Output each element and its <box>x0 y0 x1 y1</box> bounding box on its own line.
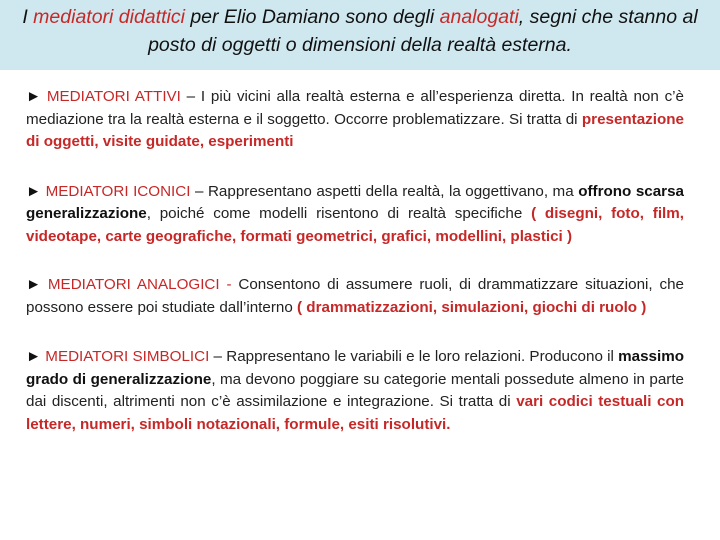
slide-title <box>0 0 720 70</box>
title-text-3: , segni che stanno al posto di oggetti o dimensioni della realtà esterna. <box>148 6 698 56</box>
block-highlight: vari codici testuali con lettere, numeri, simboli notazionali, formule, esiti risolutivi. <box>26 393 684 433</box>
title-highlight-mediatori: mediatori didattici <box>33 6 185 28</box>
block-text: , ma devono poggiare su categorie mentali possedute almeno in parte dai discenti, altrimenti non c’è assimilazione e integrazione. Si tratta di <box>26 370 684 410</box>
bullet-icon: ► <box>26 276 42 293</box>
block-dash: – <box>209 348 227 365</box>
block-title: MEDIATORI SIMBOLICI <box>45 348 210 365</box>
block-mediatori-simbolici <box>26 346 684 436</box>
block-dash: - <box>219 276 239 293</box>
block-dash: – <box>190 182 208 200</box>
block-mediatori-attivi <box>26 86 684 154</box>
block-title: MEDIATORI ANALOGICI <box>47 276 220 293</box>
slide-body <box>26 86 684 436</box>
block-bold-text: offrono scarsa generalizzazione <box>26 182 684 222</box>
block-highlight: ( drammatizzazioni, simulazioni, giochi di ruolo ) <box>297 298 647 316</box>
block-highlight: ( disegni, foto, film, videotape, carte geografiche, formati geometrici, grafici, modellini, plastici ) <box>26 205 684 245</box>
bullet-icon: ► <box>26 348 42 365</box>
title-text-2: per Elio Damiano sono degli <box>184 6 440 28</box>
block-text: , poiché come modelli risentono di realtà specifiche <box>146 205 532 222</box>
block-mediatori-analogici <box>26 274 684 319</box>
block-title: MEDIATORI ICONICI <box>45 182 191 200</box>
block-highlight: presentazione di oggetti, visite guidate, esperimenti <box>26 110 684 150</box>
block-text: Rappresentano aspetti della realtà, la oggettivano, ma <box>207 182 579 200</box>
title-text-1: I <box>22 6 34 28</box>
bullet-icon: ► <box>26 182 42 200</box>
bullet-icon: ► <box>26 88 42 105</box>
block-title: MEDIATORI ATTIVI <box>46 88 181 105</box>
block-mediatori-iconici <box>26 181 684 249</box>
block-bold-text: massimo grado di generalizzazione <box>26 348 684 388</box>
block-dash: – <box>180 88 201 105</box>
block-text: Rappresentano le variabili e le loro relazioni. Producono il <box>226 348 619 365</box>
title-highlight-analogati: analogati <box>439 6 519 28</box>
block-text: I più vicini alla realtà esterna e all’esperienza diretta. In realtà non c’è mediazione tra la realtà esterna e il soggetto. Occorre problematizzare. Si tratta di <box>26 88 684 128</box>
block-text: Consentono di assumere ruoli, di drammatizzare situazioni, che possono essere poi studiate dall’interno <box>26 276 684 316</box>
